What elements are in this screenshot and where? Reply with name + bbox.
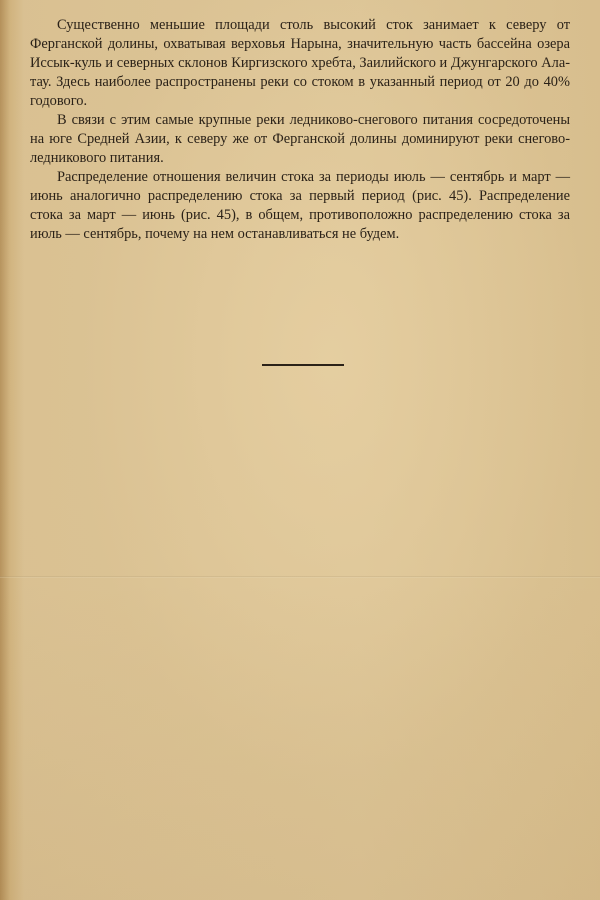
paragraph-3: Распределение отношения величин стока за периоды июль — сентябрь и март — июнь аналогично распределению стока за первый период (рис. 45). Распределение стока за март — июнь (рис. 45), в общем, противоположно распределению стока за июль — сентябрь, почему на нем останавливаться не будем. — [30, 169, 570, 242]
body-text — [30, 16, 570, 244]
section-divider-rule — [262, 364, 344, 366]
paragraph-2: В связи с этим самые крупные реки ледниково-снегового питания сосредоточены на юге Средней Азии, к северу же от Ферганской долины доминируют реки снегово-ледникового питания. — [30, 112, 570, 166]
paragraph-1: Существенно меньшие площади столь высокий сток занимает к северу от Ферганской долины, охватывая верховья Нарына, значительную часть бассейна озера Иссык-куль и северных склонов Киргизского хребта, Заилийского и Джунгарского Ала-тау. Здесь наиболее распространены реки со стоком в указанный период от 20 до 40% годового. — [30, 17, 570, 109]
page-fold-crease — [0, 576, 600, 578]
